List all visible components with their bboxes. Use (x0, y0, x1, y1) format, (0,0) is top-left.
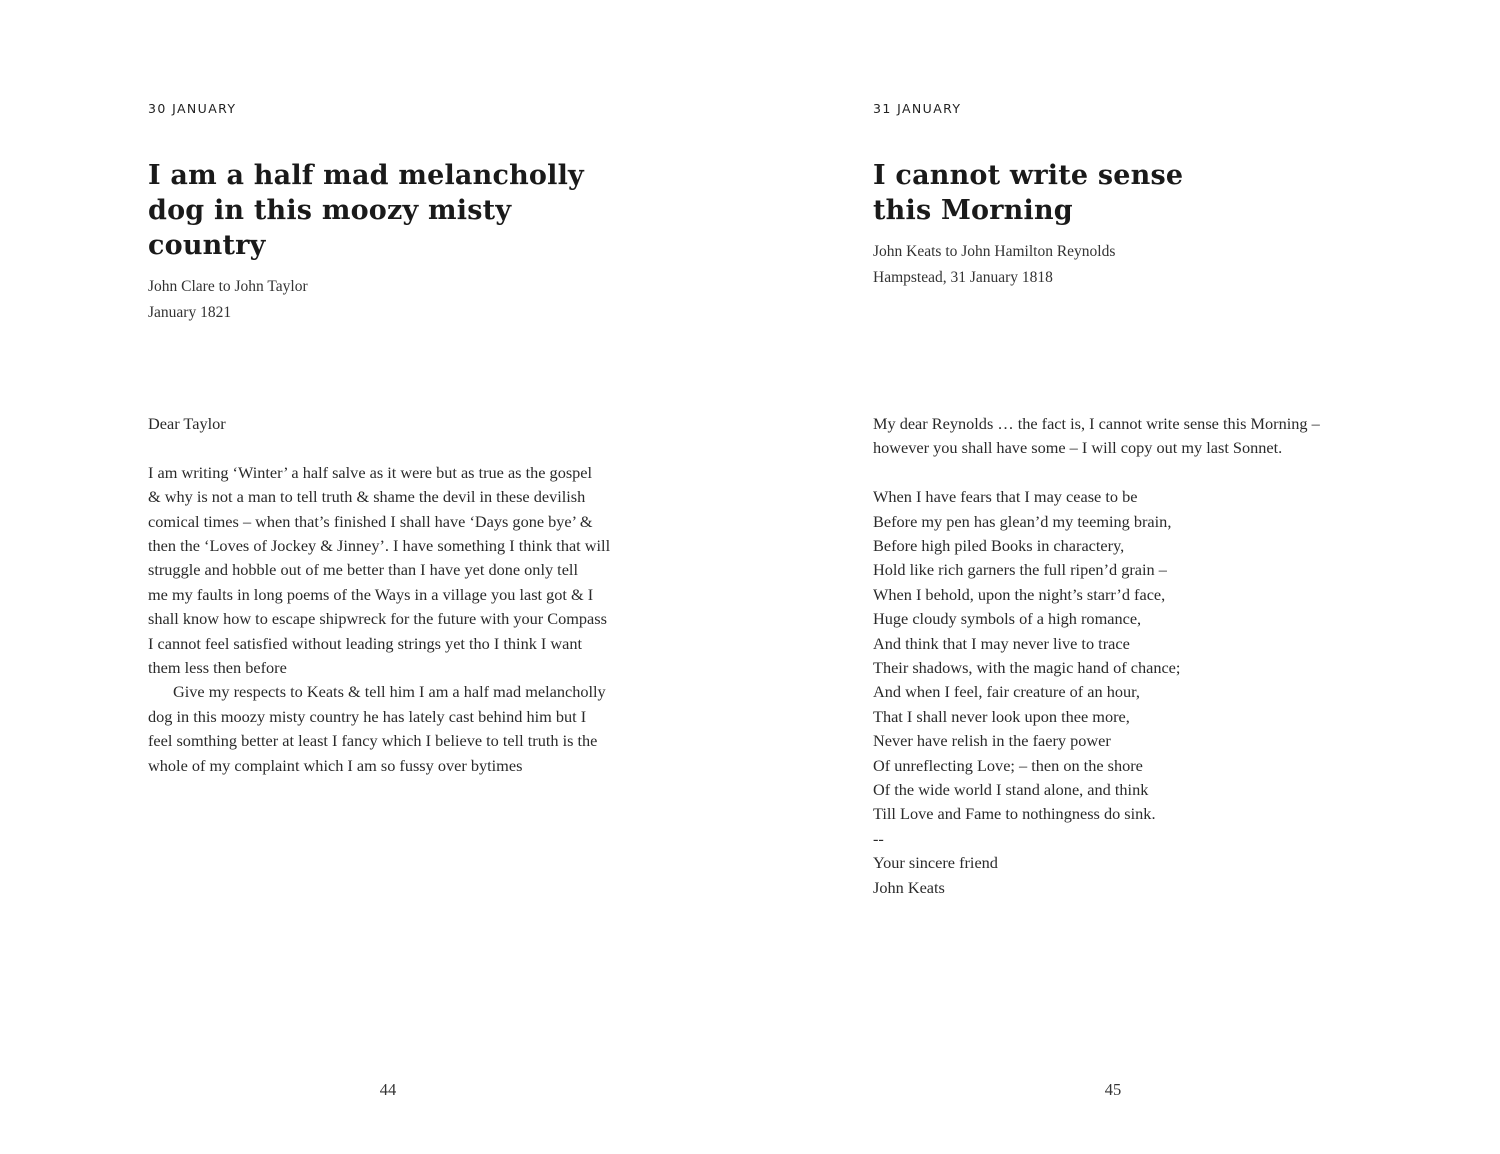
poem-line: And when I feel, fair creature of an hour, (873, 682, 1140, 702)
poem-line: Till Love and Fame to nothingness do sink. (873, 804, 1156, 824)
poem-line: Hold like rich garners the full ripen’d grain – (873, 560, 1167, 580)
body-line: I cannot feel satisfied without leading strings yet tho I think I want (148, 633, 583, 653)
poem-line: Before my pen has glean’d my teeming brain, (873, 511, 1172, 531)
body-line: Give my respects to Keats & tell him I am a half mad melancholly (173, 682, 606, 702)
body-line: then the ‘Loves of Jockey & Jinney’. I have something I think that will (148, 536, 611, 556)
title-line: this Morning (873, 195, 1073, 226)
letter-date: January 1821 (148, 304, 232, 321)
poem-line: When I behold, upon the night’s starr’d face, (873, 584, 1166, 604)
title-line: country (148, 230, 266, 261)
body-line: dog in this moozy misty country he has lately cast behind him but I (148, 706, 587, 726)
poem-line: Huge cloudy symbols of a high romance, (873, 609, 1142, 629)
date-heading: 31 JANUARY (873, 101, 962, 116)
blank-line (148, 436, 610, 460)
poem-line: Before high piled Books in charactery, (873, 536, 1125, 556)
body-line: shall know how to escape shipwreck for the future with your Compass (148, 609, 607, 629)
body-line: however you shall have some – I will copy out my last Sonnet. (873, 438, 1283, 458)
body-line: feel somthing better at least I fancy which I believe to tell truth is the (148, 731, 598, 751)
separator: -- (873, 828, 884, 848)
letter-title (873, 158, 1183, 228)
letter-attribution: John Keats to John Hamilton Reynolds (873, 243, 1116, 260)
poem-line: That I shall never look upon thee more, (873, 706, 1130, 726)
title-line: I cannot write sense (873, 160, 1184, 191)
letter-title (148, 158, 584, 263)
body-line: I am writing ‘Winter’ a half salve as it were but as true as the gospel (148, 462, 593, 482)
page-number: 44 (379, 1080, 397, 1099)
letter-body (148, 412, 610, 778)
date-heading: 30 JANUARY (148, 101, 237, 116)
body-line: struggle and hobble out of me better than I have yet done only tell (148, 560, 578, 580)
poem-line: Of unreflecting Love; – then on the shore (873, 755, 1143, 775)
body-line: whole of my complaint which I am so fussy over bytimes (148, 755, 523, 775)
poem-line: And think that I may never live to trace (873, 633, 1130, 653)
body-line: & why is not a man to tell truth & shame the devil in these devilish (148, 487, 586, 507)
blank-line (873, 461, 1320, 485)
signature: John Keats (873, 877, 945, 897)
right-page (750, 0, 1500, 1154)
letter-date: Hampstead, 31 January 1818 (873, 269, 1053, 286)
body-line: comical times – when that’s finished I shall have ‘Days gone bye’ & (148, 511, 593, 531)
title-line: dog in this moozy misty (148, 195, 512, 226)
poem-line: When I have fears that I may cease to be (873, 487, 1138, 507)
page-number: 45 (1104, 1080, 1122, 1099)
body-line: me my faults in long poems of the Ways in a village you last got & I (148, 584, 594, 604)
poem-line: Never have relish in the faery power (873, 731, 1111, 751)
poem-line: Of the wide world I stand alone, and think (873, 780, 1149, 800)
letter-attribution: John Clare to John Taylor (148, 278, 308, 295)
body-line: My dear Reynolds … the fact is, I cannot write sense this Morning – (873, 414, 1320, 433)
salutation: Dear Taylor (148, 414, 226, 433)
body-line: them less then before (148, 658, 287, 678)
closing: Your sincere friend (873, 853, 998, 873)
title-line: I am a half mad melancholly (148, 160, 584, 191)
letter-body (873, 412, 1320, 900)
poem-line: Their shadows, with the magic hand of chance; (873, 658, 1181, 678)
